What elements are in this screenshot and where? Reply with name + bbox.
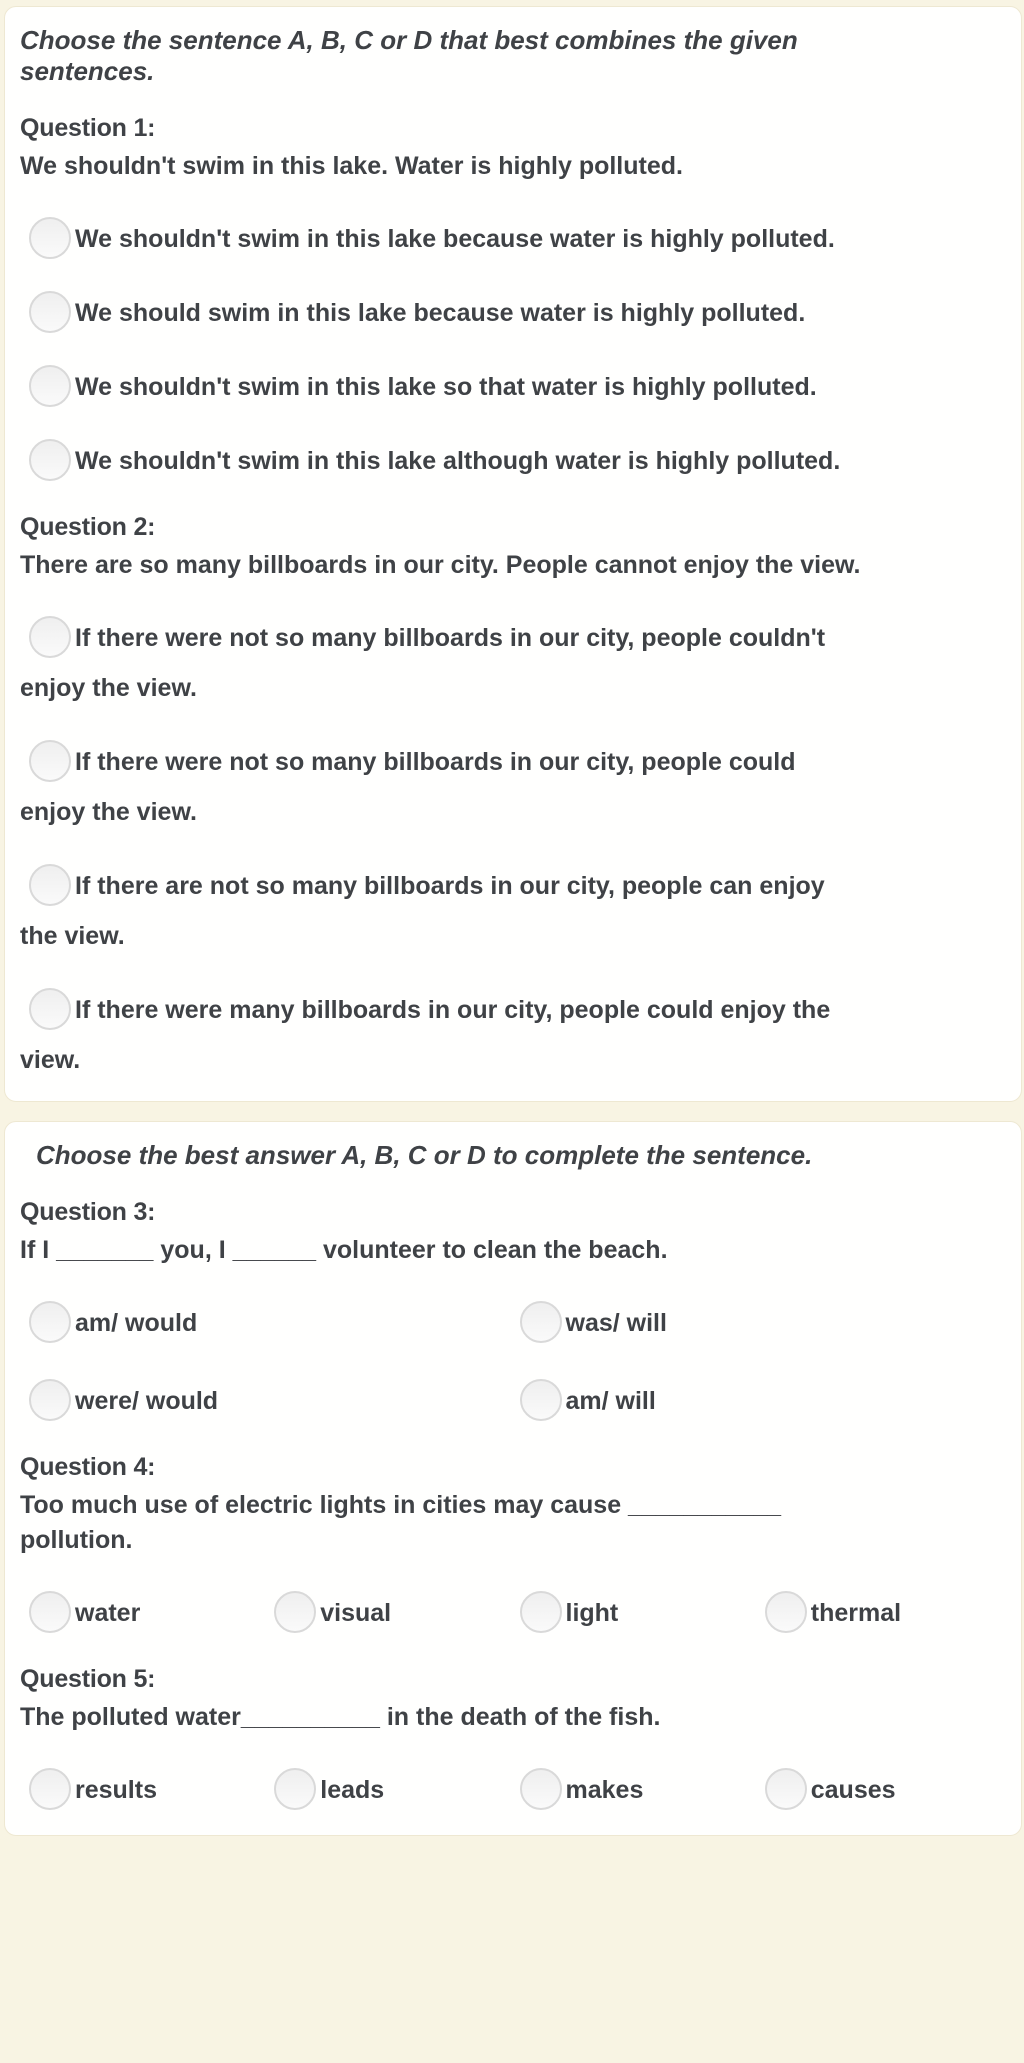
options-list — [20, 613, 1001, 1085]
options-grid — [20, 1765, 1001, 1815]
answer-option[interactable] — [20, 214, 865, 264]
question-number-label: Question 1: — [20, 114, 156, 142]
question-number-label: Question 2: — [20, 513, 156, 541]
answer-option[interactable] — [20, 613, 865, 713]
option-label: We shouldn't swim in this lake although water is highly polluted. — [75, 447, 841, 475]
option-label: light — [565, 1599, 619, 1627]
radio-button-icon[interactable] — [29, 439, 71, 481]
radio-button-icon[interactable] — [29, 1591, 71, 1633]
question-section-card — [4, 6, 1022, 1102]
option-label: If there were not so many billboards in our city, people couldn't enjoy the view. — [20, 624, 826, 702]
answer-option[interactable] — [511, 1376, 1002, 1426]
question-prompt: The polluted water__________ in the death of the fish. — [20, 1703, 661, 1731]
question-number-label: Question 5: — [20, 1665, 156, 1693]
radio-button-icon[interactable] — [520, 1301, 562, 1343]
answer-option[interactable] — [511, 1765, 756, 1815]
radio-button-icon[interactable] — [765, 1768, 807, 1810]
radio-button-icon[interactable] — [29, 616, 71, 658]
option-label: water — [75, 1599, 141, 1627]
radio-button-icon[interactable] — [29, 1301, 71, 1343]
answer-option[interactable] — [20, 861, 865, 961]
answer-option[interactable] — [511, 1588, 756, 1638]
radio-button-icon[interactable] — [29, 988, 71, 1030]
answer-option[interactable] — [20, 737, 865, 837]
answer-option[interactable] — [20, 1588, 265, 1638]
radio-button-icon[interactable] — [274, 1591, 316, 1633]
question-prompt: If I _______ you, I ______ volunteer to clean the beach. — [20, 1236, 668, 1264]
radio-button-icon[interactable] — [29, 1379, 71, 1421]
option-label: We should swim in this lake because water is highly polluted. — [75, 299, 806, 327]
answer-option[interactable] — [265, 1588, 510, 1638]
option-label: am/ would — [75, 1309, 198, 1337]
question-section-card — [4, 1121, 1022, 1836]
option-label: makes — [565, 1776, 644, 1804]
question-block — [20, 113, 1001, 486]
option-label: visual — [320, 1599, 392, 1627]
radio-button-icon[interactable] — [29, 864, 71, 906]
answer-option[interactable] — [20, 1298, 511, 1348]
option-label: We shouldn't swim in this lake so that water is highly polluted. — [75, 373, 817, 401]
option-label: were/ would — [75, 1387, 219, 1415]
question-number-label: Question 4: — [20, 1453, 156, 1481]
question-number-label: Question 3: — [20, 1198, 156, 1226]
answer-option[interactable] — [20, 985, 865, 1085]
options-grid — [20, 1298, 1001, 1426]
options-grid — [20, 1588, 1001, 1638]
option-label: If there were many billboards in our city, people could enjoy the view. — [20, 996, 831, 1074]
radio-button-icon[interactable] — [29, 291, 71, 333]
answer-option[interactable] — [756, 1765, 1001, 1815]
answer-option[interactable] — [511, 1298, 1002, 1348]
radio-button-icon[interactable] — [29, 365, 71, 407]
option-label: leads — [320, 1776, 385, 1804]
radio-button-icon[interactable] — [29, 1768, 71, 1810]
answer-option[interactable] — [265, 1765, 510, 1815]
answer-option[interactable] — [20, 288, 865, 338]
section-instruction: Choose the best answer A, B, C or D to complete the sentence. — [36, 1140, 813, 1170]
option-label: If there are not so many billboards in our city, people can enjoy the view. — [20, 872, 825, 950]
answer-option[interactable] — [20, 1765, 265, 1815]
radio-button-icon[interactable] — [765, 1591, 807, 1633]
question-prompt: Too much use of electric lights in cities may cause ___________ pollution. — [20, 1491, 781, 1554]
radio-button-icon[interactable] — [274, 1768, 316, 1810]
option-label: If there were not so many billboards in our city, people could enjoy the view. — [20, 748, 796, 826]
question-prompt: We shouldn't swim in this lake. Water is highly polluted. — [20, 152, 683, 180]
radio-button-icon[interactable] — [520, 1768, 562, 1810]
answer-option[interactable] — [20, 362, 865, 412]
answer-option[interactable] — [20, 436, 865, 486]
option-label: We shouldn't swim in this lake because water is highly polluted. — [75, 225, 835, 253]
question-block — [20, 1452, 1001, 1638]
radio-button-icon[interactable] — [29, 740, 71, 782]
answer-option[interactable] — [20, 1376, 511, 1426]
radio-button-icon[interactable] — [520, 1379, 562, 1421]
option-label: thermal — [810, 1599, 902, 1627]
options-list — [20, 214, 1001, 486]
radio-button-icon[interactable] — [29, 217, 71, 259]
section-instruction: Choose the sentence A, B, C or D that best combines the given sentences. — [20, 25, 798, 86]
option-label: was/ will — [565, 1309, 667, 1337]
option-label: causes — [810, 1776, 896, 1804]
option-label: results — [75, 1776, 157, 1804]
radio-button-icon[interactable] — [520, 1591, 562, 1633]
question-prompt: There are so many billboards in our city. People cannot enjoy the view. — [20, 551, 861, 579]
question-block — [20, 512, 1001, 1085]
option-label: am/ will — [565, 1387, 656, 1415]
question-block — [20, 1664, 1001, 1815]
question-block — [20, 1197, 1001, 1426]
answer-option[interactable] — [756, 1588, 1001, 1638]
